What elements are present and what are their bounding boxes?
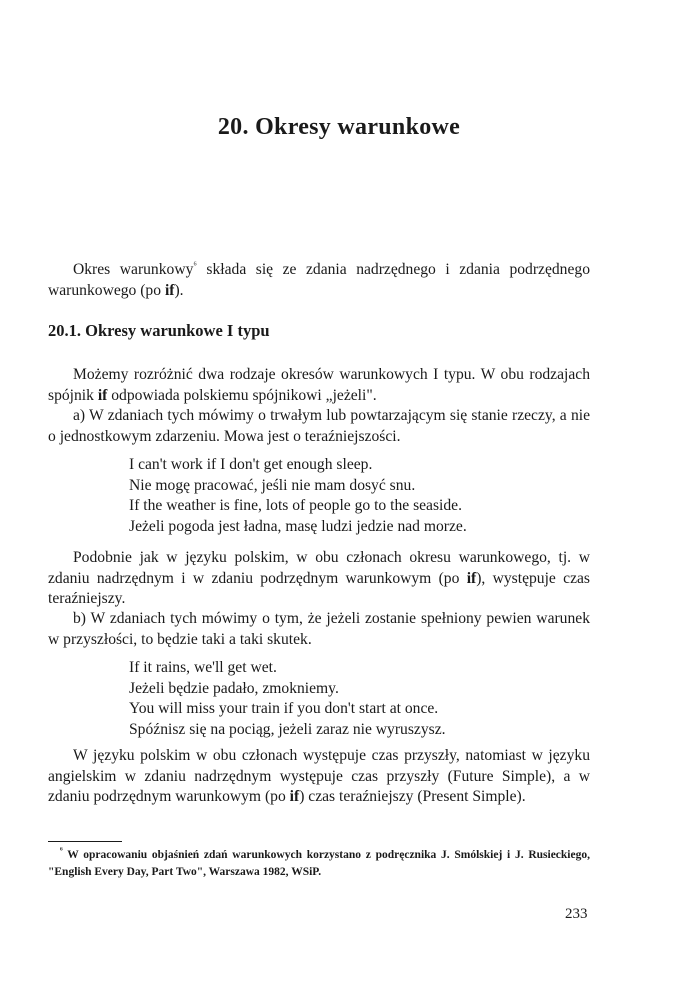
footnote-divider: [48, 841, 122, 842]
examples-b: [129, 658, 529, 740]
footnote-reference: ⁶: [193, 259, 197, 271]
intro-paragraph: Okres warunkowy$^{^6}$ składa się ze zdania nadrzędnego i zdania podrzędnego warunkowego (po if).: [48, 259, 590, 299]
paragraph-case-b: b) W zdaniach tych mówimy o tym, że jeżeli zostanie spełniony pewien warunek w przyszłości, to będzie taki a taki skutek.: [48, 610, 590, 648]
paragraph-types: Możemy rozróżnić dwa rodzaje okresów warunkowych I typu. W obu rodzajach spójnik if odpowiada polskiemu spójnikowi „jeżeli".: [48, 366, 590, 404]
chapter-title: 20. Okresy warunkowe: [217, 114, 461, 140]
example-line: If it rains, we'll get wet.: [129, 659, 277, 676]
footnote: $^{^6}$ W opracowaniu objaśnień zdań warunkowych korzystano z podręcznika J. Smólskiej i J. Rusieckiego, "English Every Day, Part Two", Warszawa 1982, WSiP.: [48, 845, 590, 878]
example-line: Jeżeli będzie padało, zmokniemy.: [129, 679, 339, 697]
example-line: Jeżeli pogoda jest ładna, masę ludzi jedzie nad morze.: [129, 517, 467, 535]
paragraph-case-a: a) W zdaniach tych mówimy o trwałym lub powtarzającym się stanie rzeczy, a nie o jednostkowym zdarzeniu. Mowa jest o teraźniejszości.: [48, 407, 590, 445]
example-line: Nie mogę pracować, jeśli nie mam dosyć snu.: [129, 476, 416, 494]
examples-a: [129, 455, 529, 537]
example-line: Spóźnisz się na pociąg, jeżeli zaraz nie wyruszysz.: [129, 720, 446, 738]
section-heading: 20.1. Okresy warunkowe I typu: [48, 321, 270, 340]
paragraph-tense-b: W języku polskim w obu członach występuje czas przyszły, natomiast w języku angielskim w zdaniu nadrzędnym występuje czas przyszły (Future Simple), a w zdaniu podrzędnym warunkowym (po if) czas teraźniejszy (Present Simple).: [48, 747, 590, 805]
example-line: If the weather is fine, lots of people go to the seaside.: [129, 497, 462, 514]
example-line: I can't work if I don't get enough sleep.: [129, 456, 373, 473]
paragraph-tense-a: Podobnie jak w języku polskim, w obu członach okresu warunkowego, tj. w zdaniu nadrzędnym i w zdaniu podrzędnym warunkowym (po if), występuje czas teraźniejszy.: [48, 549, 590, 607]
footnote-mark: ⁶: [60, 845, 63, 856]
example-line: You will miss your train if you don't start at once.: [129, 700, 439, 717]
page-number: 233: [565, 906, 588, 922]
